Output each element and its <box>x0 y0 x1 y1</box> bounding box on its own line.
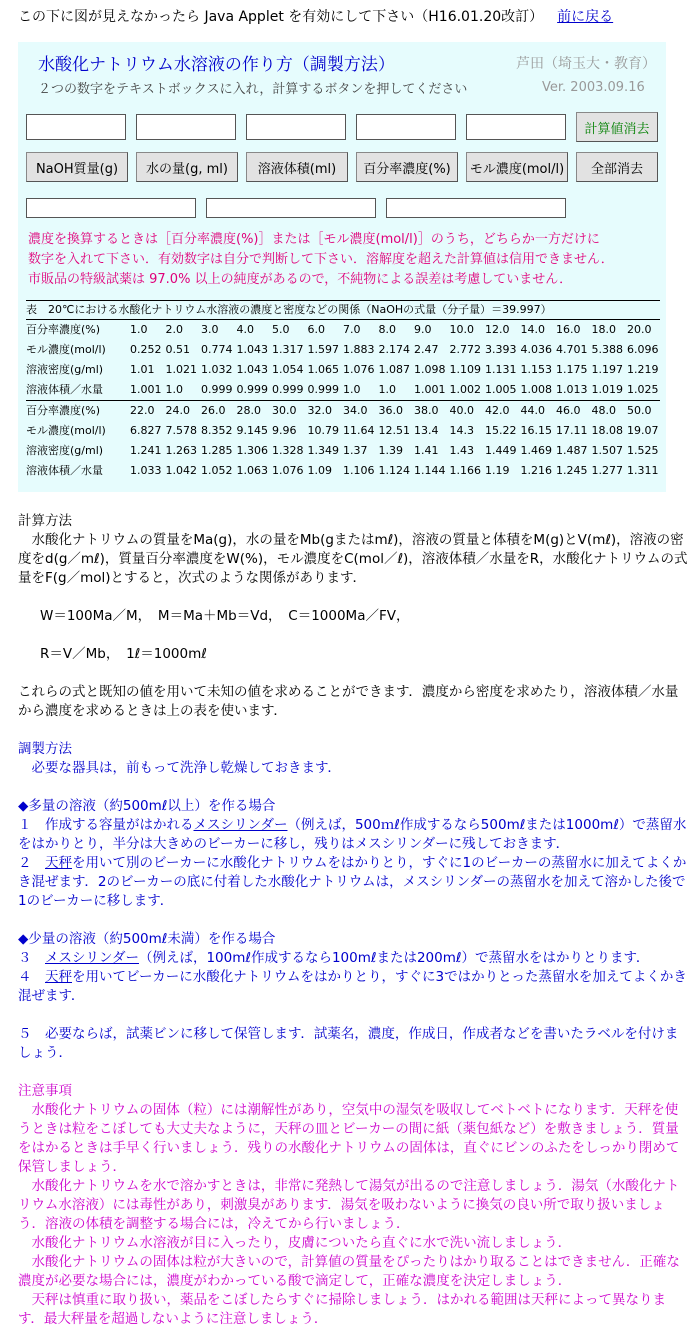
row-label: 溶液密度(g/ml) <box>26 363 104 376</box>
back-link[interactable]: 前に戻る <box>557 9 614 25</box>
naoh-mass-button[interactable]: NaOH質量(g) <box>26 152 128 182</box>
table-cell: 32.0 <box>307 404 332 417</box>
step-4: ４ 天秤を用いてビーカーに水酸化ナトリウムをはかりとり，すぐに3ではかりとった蒸留水を加えてよくかき混ぜます． <box>18 969 687 1004</box>
table-cell: 0.252 <box>130 343 162 356</box>
table-cell: 10.79 <box>307 424 339 437</box>
prep-text: 必要な器具は，前もって洗浄し乾燥しておきます． <box>18 760 341 776</box>
table-cell: 42.0 <box>485 404 510 417</box>
table-cell: 48.0 <box>591 404 616 417</box>
table-cell: 13.4 <box>414 424 439 437</box>
small-volume-heading: ◆少量の溶液（約500mℓ未満）を作る場合 <box>18 931 276 947</box>
table-caption: 表 20℃における水酸化ナトリウム水溶液の濃度と密度などの関係（NaOHの式量（分子量）＝39.997） <box>26 303 552 316</box>
table-cell: 1.43 <box>449 444 474 457</box>
table-cell: 7.578 <box>165 424 197 437</box>
caution-3: 水酸化ナトリウム水溶液が目に入ったり，皮膚についたら直ぐに水で洗い流しましょう． <box>18 1235 572 1251</box>
table-cell: 7.0 <box>343 323 361 336</box>
percent-input[interactable] <box>356 114 456 140</box>
table-cell: 30.0 <box>272 404 297 417</box>
table-cell: 1.277 <box>591 464 623 477</box>
table-cell: 40.0 <box>449 404 474 417</box>
table-cell: 1.883 <box>343 343 375 356</box>
table-cell: 1.285 <box>201 444 233 457</box>
table-cell: 1.0 <box>343 383 361 396</box>
step-5: ５ 必要ならば，試薬ビンに移して保管します．試薬名，濃度，作成日，作成者などを書いたラベルを付けましょう． <box>18 1026 679 1061</box>
table-cell: 6.0 <box>307 323 325 336</box>
caution-1: 水酸化ナトリウムの固体（粒）には潮解性があり，空気中の湿気を吸収してベトベトになります．天秤を使うときは粒をこぼしても大丈夫なように，天秤の皿とビーカーの間に紙（薬包紙など）を敷きましょう．質量をはかるときは手早く行いましょう．残りの水酸化ナトリウムの固体は，直ぐにビンのふたをしっかり閉めて保管しましょう． <box>18 1102 680 1175</box>
table-cell: 1.043 <box>236 343 268 356</box>
table-cell: 17.11 <box>556 424 588 437</box>
table-cell: 1.0 <box>130 323 148 336</box>
table-cell: 1.507 <box>591 444 623 457</box>
table-cell: 20.0 <box>627 323 652 336</box>
table-cell: 0.774 <box>201 343 233 356</box>
calc-text: 水酸化ナトリウムの質量をMa(g)，水の量をMb(gまたはmℓ)，溶液の質量と体積をM(g)とV(mℓ)，溶液の密度をd(g／mℓ)，質量百分率濃度をW(%)，モル濃度をC(mol／ℓ)，溶液体積／水量をR，水酸化ナトリウムの式量をF(g／mol)とすると，次式のような関係があります． <box>18 532 688 586</box>
table-cell: 34.0 <box>343 404 368 417</box>
table-cell: 1.0 <box>165 383 183 396</box>
measuring-cylinder-link[interactable]: メスシリンダー <box>45 950 139 966</box>
applet-title: 水酸化ナトリウム水溶液の作り方（調製方法） <box>38 55 395 75</box>
table-cell: 1.263 <box>165 444 197 457</box>
large-volume-heading: ◆多量の溶液（約500mℓ以上）を作る場合 <box>18 798 276 814</box>
table-row <box>26 320 660 340</box>
table-cell: 1.0 <box>378 383 396 396</box>
row-label: モル濃度(mol/l) <box>26 424 106 437</box>
measuring-cylinder-link[interactable]: メスシリンダー <box>193 817 288 833</box>
table-cell: 1.033 <box>130 464 162 477</box>
table-cell: 1.052 <box>201 464 233 477</box>
table-cell: 9.0 <box>414 323 432 336</box>
table-cell: 1.216 <box>520 464 552 477</box>
applet-notes <box>28 230 660 290</box>
table-row <box>26 380 660 400</box>
table-cell: 0.999 <box>307 383 339 396</box>
table-row <box>26 360 660 380</box>
molar-input[interactable] <box>466 114 566 140</box>
table-cell: 1.311 <box>627 464 659 477</box>
table-cell: 1.449 <box>485 444 517 457</box>
table-cell: 1.001 <box>130 383 162 396</box>
caution-2: 水酸化ナトリウムを水で溶かすときは，非常に発熱して湯気が出るので注意しましょう．湯気（水酸化ナトリウム水溶液）には毒性があり，刺激臭があります．湯気を吸わないように換気の良い所で取り扱いましょう．溶液の体積を調整する場合には，冷えてから行いましょう． <box>18 1178 680 1232</box>
volume-input[interactable] <box>246 114 346 140</box>
table-block-2 <box>26 401 660 481</box>
table-cell: 1.019 <box>591 383 623 396</box>
table-cell: 16.15 <box>520 424 552 437</box>
balance-link[interactable]: 天秤 <box>45 855 72 871</box>
calc-heading: 計算方法 <box>18 513 72 529</box>
table-cell: 1.175 <box>556 363 588 376</box>
table-cell: 1.306 <box>236 444 268 457</box>
note-line: 市販品の特級試薬は 97.0% 以上の純度があるので，不純物による誤差は考慮していません． <box>28 272 573 287</box>
table-cell: 1.153 <box>520 363 552 376</box>
table-cell: 1.065 <box>307 363 339 376</box>
calc-after-text: これらの式と既知の値を用いて未知の値を求めることができます．濃度から密度を求めたり，溶液体積／水量から濃度を求めるときは上の表を使います． <box>18 684 679 719</box>
java-applet-panel <box>18 42 666 492</box>
table-cell: 1.317 <box>272 343 304 356</box>
table-cell: 4.0 <box>236 323 254 336</box>
table-cell: 1.002 <box>449 383 481 396</box>
formula-line-2: R＝V／Mb， 1ℓ＝1000mℓ <box>40 646 207 662</box>
water-amount-button[interactable]: 水の量(g, ml) <box>136 152 238 182</box>
table-cell: 4.701 <box>556 343 588 356</box>
table-cell: 9.96 <box>272 424 297 437</box>
table-cell: 10.0 <box>449 323 474 336</box>
table-cell: 36.0 <box>378 404 403 417</box>
row-label: 百分率濃度(%) <box>26 323 101 336</box>
table-cell: 1.076 <box>272 464 304 477</box>
table-cell: 28.0 <box>236 404 261 417</box>
table-cell: 1.098 <box>414 363 446 376</box>
table-cell: 4.036 <box>520 343 552 356</box>
table-cell: 1.013 <box>556 383 588 396</box>
caution-heading: 注意事項 <box>18 1083 72 1099</box>
table-cell: 1.025 <box>627 383 659 396</box>
volume-button[interactable]: 溶液体積(ml) <box>246 152 348 182</box>
table-cell: 1.001 <box>414 383 446 396</box>
table-cell: 6.096 <box>627 343 659 356</box>
formula-line-1: W＝100Ma／M， M＝Ma＋Mb＝Vd， C＝1000Ma／FV， <box>40 608 410 624</box>
table-cell: 1.008 <box>520 383 552 396</box>
table-cell: 15.22 <box>485 424 517 437</box>
table-cell: 1.166 <box>449 464 481 477</box>
step-1: １ 作成する容量がはかれるメスシリンダー（例えば，500ｍℓ作成するなら500mℓまたは1000mℓ）で蒸留水をはかりとり，半分は大きめのビーカーに移し，残りはメスシリンダーに残しておきます． <box>18 817 687 852</box>
row-label: 溶液密度(g/ml) <box>26 444 104 457</box>
table-cell: 0.51 <box>165 343 190 356</box>
result-field-2[interactable] <box>206 198 376 218</box>
table-cell: 1.39 <box>378 444 403 457</box>
table-cell: 44.0 <box>520 404 545 417</box>
applet-version: Ver. 2003.09.16 <box>542 80 645 95</box>
table-cell: 46.0 <box>556 404 581 417</box>
table-cell: 18.08 <box>591 424 623 437</box>
table-cell: 1.487 <box>556 444 588 457</box>
table-block-1 <box>26 320 660 400</box>
table-cell: 11.64 <box>343 424 375 437</box>
table-cell: 1.131 <box>485 363 517 376</box>
percent-button[interactable]: 百分率濃度(%) <box>356 152 458 182</box>
table-cell: 1.525 <box>627 444 659 457</box>
row-label: 溶液体積／水量 <box>26 383 103 396</box>
result-field-1[interactable] <box>26 198 196 218</box>
table-cell: 12.0 <box>485 323 510 336</box>
table-row <box>26 401 660 421</box>
table-cell: 6.827 <box>130 424 162 437</box>
table-cell: 14.0 <box>520 323 545 336</box>
prep-heading: 調製方法 <box>18 741 72 757</box>
table-cell: 1.021 <box>165 363 197 376</box>
table-cell: 1.597 <box>307 343 339 356</box>
row-label: 溶液体積／水量 <box>26 464 103 477</box>
table-cell: 16.0 <box>556 323 581 336</box>
applet-author: 芦田（埼玉大・教育） <box>516 56 656 72</box>
table-cell: 1.41 <box>414 444 439 457</box>
table-row <box>26 421 660 441</box>
table-cell: 0.999 <box>236 383 268 396</box>
table-cell: 50.0 <box>627 404 652 417</box>
table-cell: 1.01 <box>130 363 155 376</box>
table-cell: 1.144 <box>414 464 446 477</box>
row-label: モル濃度(mol/l) <box>26 343 106 356</box>
table-cell: 22.0 <box>130 404 155 417</box>
table-cell: 1.197 <box>591 363 623 376</box>
table-cell: 1.005 <box>485 383 517 396</box>
table-cell: 1.124 <box>378 464 410 477</box>
table-cell: 1.109 <box>449 363 481 376</box>
table-cell: 1.076 <box>343 363 375 376</box>
table-cell: 5.388 <box>591 343 623 356</box>
table-cell: 12.51 <box>378 424 410 437</box>
table-cell: 1.241 <box>130 444 162 457</box>
water-amount-input[interactable] <box>136 114 236 140</box>
table-cell: 2.772 <box>449 343 481 356</box>
caution-4: 水酸化ナトリウムの固体は粒が大きいので，計算値の質量をぴったりはかり取ることはできません．正確な濃度が必要な場合には，濃度がわかっている酸で滴定して，正確な濃度を決定しましょう． <box>18 1254 680 1289</box>
table-cell: 9.145 <box>236 424 268 437</box>
table-row <box>26 461 660 481</box>
top-notice-line <box>18 6 613 26</box>
balance-link[interactable]: 天秤 <box>45 969 72 985</box>
table-cell: 1.054 <box>272 363 304 376</box>
molar-button[interactable]: モル濃度(mol/l) <box>466 152 568 182</box>
table-cell: 1.19 <box>485 464 510 477</box>
row-label: 百分率濃度(%) <box>26 404 101 417</box>
table-cell: 1.219 <box>627 363 659 376</box>
clear-all-button[interactable]: 全部消去 <box>576 152 658 182</box>
table-cell: 19.07 <box>627 424 659 437</box>
table-cell: 26.0 <box>201 404 226 417</box>
table-cell: 1.043 <box>236 363 268 376</box>
table-cell: 1.032 <box>201 363 233 376</box>
table-cell: 0.999 <box>272 383 304 396</box>
table-cell: 1.245 <box>556 464 588 477</box>
table-cell: 0.999 <box>201 383 233 396</box>
table-row <box>26 441 660 461</box>
table-cell: 1.106 <box>343 464 375 477</box>
table-cell: 2.0 <box>165 323 183 336</box>
caution-5: 天秤は慎重に取り扱い，薬品をこぼしたらすぐに掃除しましょう．はかれる範囲は天秤によって異なります．最大秤量を超過しないように注意しましょう． <box>18 1292 666 1327</box>
table-cell: 1.349 <box>307 444 339 457</box>
table-cell: 1.37 <box>343 444 368 457</box>
table-row <box>26 340 660 360</box>
main-text <box>18 512 688 1329</box>
result-field-3[interactable] <box>386 198 566 218</box>
table-cell: 5.0 <box>272 323 290 336</box>
applet-instruction: ２つの数字をテキストボックスに入れ，計算するボタンを押してください <box>38 82 468 97</box>
table-cell: 1.09 <box>307 464 332 477</box>
table-cell: 1.087 <box>378 363 410 376</box>
table-cell: 3.0 <box>201 323 219 336</box>
table-cell: 8.352 <box>201 424 233 437</box>
density-table <box>26 300 660 481</box>
table-cell: 24.0 <box>165 404 190 417</box>
table-cell: 2.47 <box>414 343 439 356</box>
java-notice: この下に図が見えなかったら Java Applet を有効にして下さい（H16.01.20改訂） <box>18 9 544 25</box>
note-line: 数字を入れて下さい．有効数字は自分で判断して下さい．溶解度を超えた計算値は信用できません． <box>28 252 614 267</box>
table-cell: 1.328 <box>272 444 304 457</box>
table-cell: 1.063 <box>236 464 268 477</box>
table-cell: 18.0 <box>591 323 616 336</box>
table-cell: 14.3 <box>449 424 474 437</box>
table-cell: 3.393 <box>485 343 517 356</box>
table-cell: 1.042 <box>165 464 197 477</box>
table-cell: 8.0 <box>378 323 396 336</box>
step-2: ２ 天秤を用いて別のビーカーに水酸化ナトリウムをはかりとり，すぐに1のビーカーの蒸留水に加えてよくかき混ぜます．2のビーカーの底に付着した水酸化ナトリウムは，メスシリンダーの蒸留水を加えて溶かした後で1のビーカーに移します． <box>18 855 687 909</box>
naoh-mass-input[interactable] <box>26 114 126 140</box>
table-cell: 2.174 <box>378 343 410 356</box>
table-cell: 38.0 <box>414 404 439 417</box>
table-cell: 1.469 <box>520 444 552 457</box>
clear-calc-button[interactable]: 計算値消去 <box>576 112 658 142</box>
step-3: ３ メスシリンダー（例えば，100mℓ作成するなら100mℓまたは200mℓ）で蒸留水をはかりとります． <box>18 950 650 966</box>
note-line: 濃度を換算するときは［百分率濃度(%)］または［モル濃度(mol/l)］のうち，どちらか一方だけに <box>28 232 600 247</box>
